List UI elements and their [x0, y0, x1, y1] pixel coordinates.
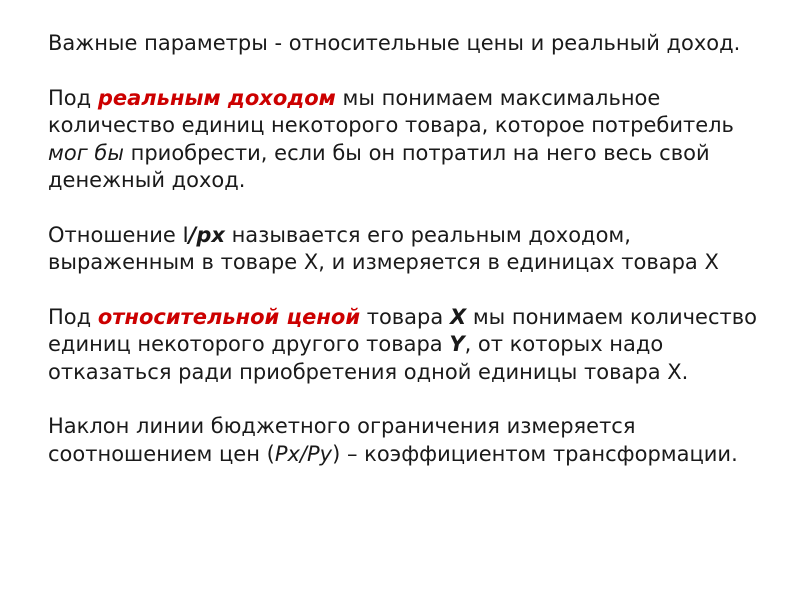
- p2-before: Под: [48, 85, 98, 110]
- paragraph-relative-price-definition: [48, 304, 760, 387]
- p4-before: Под: [48, 304, 98, 329]
- p3-before: Отношение I: [48, 222, 189, 247]
- p4-middle2: мы понимаем количество единиц некоторого другого товара: [48, 304, 757, 356]
- formula-i-over-px: /px: [188, 222, 225, 247]
- p5-before: Наклон линии бюджетного ограничения измеряется соотношением цен (: [48, 414, 636, 466]
- p5-after: ) – коэффициентом трансформации.: [332, 441, 738, 466]
- variable-y: Y: [449, 332, 465, 356]
- p3-after: называется его реальным доходом, выраженным в товаре Х, и измеряется в единицах товара Х: [48, 222, 719, 274]
- p2-after: приобрести, если бы он потратил на него весь свой денежный доход.: [48, 140, 710, 192]
- p4-after: , от которых надо отказаться ради приобретения одной единицы товара Х.: [48, 332, 689, 384]
- paragraph-income-ratio: [48, 222, 760, 277]
- term-real-income: реальным доходом: [97, 85, 336, 110]
- paragraph-budget-line-slope: [48, 413, 760, 468]
- formula-px-over-py: Px/Py: [274, 441, 333, 466]
- p2-italic: мог бы: [48, 140, 124, 165]
- p1-text: Важные параметры - относительные цены и реальный доход.: [48, 31, 741, 55]
- term-relative-price: относительной ценой: [97, 304, 361, 329]
- p4-middle1: товара: [360, 304, 450, 329]
- paragraph-important-parameters: [48, 30, 760, 58]
- paragraph-real-income-definition: [48, 85, 760, 195]
- p2-middle: мы понимаем максимальное количество единиц некоторого товара, которое потребитель: [48, 85, 734, 137]
- variable-x: X: [449, 304, 467, 329]
